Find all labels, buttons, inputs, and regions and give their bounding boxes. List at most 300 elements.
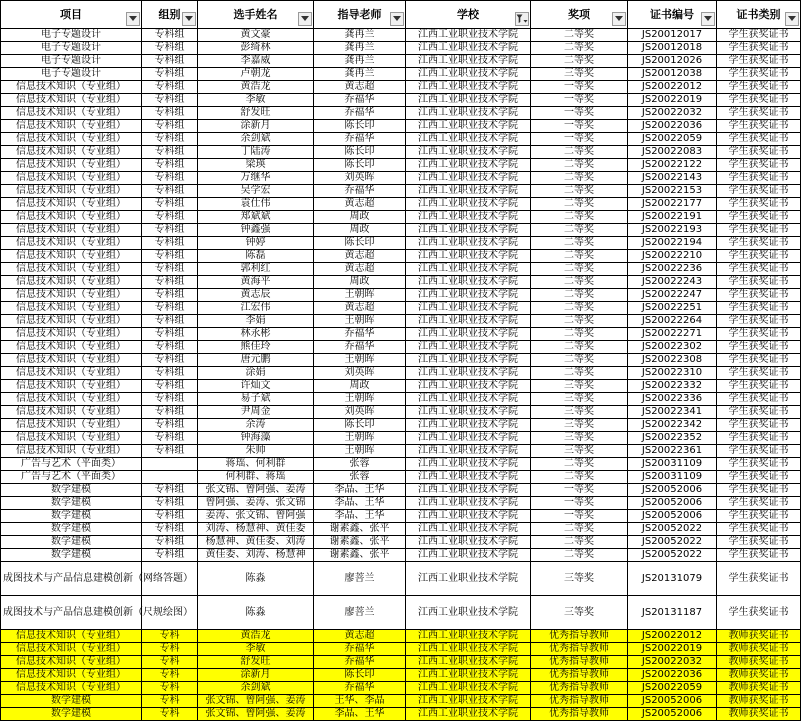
cell-award[interactable]: 二等奖 (531, 237, 628, 250)
cell-cert-type[interactable]: 学生获奖证书 (717, 211, 801, 224)
cell-cert-number[interactable]: JS20012026 (628, 55, 717, 68)
cell-project[interactable]: 成图技术与产品信息建模创新（网络答题） (1, 562, 142, 596)
cell-cert-type[interactable]: 学生获奖证书 (717, 185, 801, 198)
cell-cert-number[interactable]: JS20022019 (628, 94, 717, 107)
cell-cert-type[interactable]: 学生获奖证书 (717, 250, 801, 263)
cell-contestant[interactable]: 李嘉威 (198, 55, 314, 68)
cell-cert-number[interactable]: JS20012018 (628, 42, 717, 55)
cell-school[interactable]: 江西工业职业技术学院 (406, 120, 531, 133)
cell-project[interactable]: 数学建模 (1, 708, 142, 721)
cell-project[interactable]: 电子专题设计 (1, 42, 142, 55)
cell-group[interactable]: 专科组 (142, 159, 198, 172)
cell-project[interactable]: 信息技术知识（专业组） (1, 250, 142, 263)
cell-project[interactable]: 信息技术知识（专业组） (1, 107, 142, 120)
cell-contestant[interactable]: 姜涛、张文锦、曾阿强 (198, 510, 314, 523)
cell-cert-number[interactable]: JS20052022 (628, 523, 717, 536)
cell-award[interactable]: 优秀指导教师 (531, 669, 628, 682)
cell-school[interactable]: 江西工业职业技术学院 (406, 185, 531, 198)
cell-school[interactable]: 江西工业职业技术学院 (406, 146, 531, 159)
cell-cert-type[interactable]: 学生获奖证书 (717, 406, 801, 419)
cell-cert-number[interactable]: JS20022177 (628, 198, 717, 211)
cell-school[interactable]: 江西工业职业技术学院 (406, 432, 531, 445)
cell-award[interactable]: 二等奖 (531, 471, 628, 484)
cell-contestant[interactable]: 许灿文 (198, 380, 314, 393)
cell-cert-number[interactable]: JS20022361 (628, 445, 717, 458)
cell-project[interactable]: 信息技术知识（专业组） (1, 172, 142, 185)
cell-cert-type[interactable]: 学生获奖证书 (717, 445, 801, 458)
cell-school[interactable]: 江西工业职业技术学院 (406, 596, 531, 630)
cell-project[interactable]: 信息技术知识（专业组） (1, 120, 142, 133)
cell-cert-number[interactable]: JS20022032 (628, 107, 717, 120)
cell-project[interactable]: 信息技术知识（专业组） (1, 682, 142, 695)
cell-advisor[interactable]: 龚再兰 (314, 29, 406, 42)
cell-advisor[interactable]: 黄志超 (314, 198, 406, 211)
dropdown-arrow-icon[interactable] (182, 12, 196, 26)
cell-school[interactable]: 江西工业职业技术学院 (406, 445, 531, 458)
cell-cert-type[interactable]: 教师获奖证书 (717, 695, 801, 708)
cell-advisor[interactable]: 黄志超 (314, 81, 406, 94)
dropdown-arrow-icon[interactable] (390, 12, 404, 26)
cell-advisor[interactable]: 周政 (314, 380, 406, 393)
cell-school[interactable]: 江西工业职业技术学院 (406, 55, 531, 68)
cell-award[interactable]: 二等奖 (531, 198, 628, 211)
cell-project[interactable]: 信息技术知识（专业组） (1, 630, 142, 643)
cell-project[interactable]: 电子专题设计 (1, 29, 142, 42)
cell-school[interactable]: 江西工业职业技术学院 (406, 695, 531, 708)
cell-contestant[interactable]: 朱帅 (198, 445, 314, 458)
cell-project[interactable]: 信息技术知识（专业组） (1, 159, 142, 172)
cell-cert-number[interactable]: JS20022036 (628, 120, 717, 133)
cell-advisor[interactable]: 陈长印 (314, 120, 406, 133)
cell-contestant[interactable]: 郑斌斌 (198, 211, 314, 224)
cell-award[interactable]: 二等奖 (531, 42, 628, 55)
cell-award[interactable]: 优秀指导教师 (531, 682, 628, 695)
cell-advisor[interactable]: 李晶、王华 (314, 484, 406, 497)
cell-school[interactable]: 江西工业职业技术学院 (406, 172, 531, 185)
cell-cert-number[interactable]: JS20052006 (628, 484, 717, 497)
cell-award[interactable]: 三等奖 (531, 68, 628, 81)
cell-school[interactable]: 江西工业职业技术学院 (406, 211, 531, 224)
cell-cert-type[interactable]: 学生获奖证书 (717, 237, 801, 250)
cell-group[interactable]: 专科组 (142, 406, 198, 419)
cell-award[interactable]: 三等奖 (531, 393, 628, 406)
cell-project[interactable]: 信息技术知识（专业组） (1, 328, 142, 341)
cell-group[interactable]: 专科组 (142, 497, 198, 510)
cell-project[interactable]: 数学建模 (1, 695, 142, 708)
cell-cert-type[interactable]: 学生获奖证书 (717, 55, 801, 68)
cell-project[interactable]: 信息技术知识（专业组） (1, 302, 142, 315)
cell-school[interactable]: 江西工业职业技术学院 (406, 107, 531, 120)
cell-cert-type[interactable]: 学生获奖证书 (717, 367, 801, 380)
cell-cert-number[interactable]: JS20052006 (628, 497, 717, 510)
cell-group[interactable]: 专科组 (142, 302, 198, 315)
cell-project[interactable]: 信息技术知识（专业组） (1, 341, 142, 354)
cell-advisor[interactable]: 刘英晖 (314, 172, 406, 185)
cell-school[interactable]: 江西工业职业技术学院 (406, 643, 531, 656)
cell-contestant[interactable]: 陈淼 (198, 596, 314, 630)
cell-cert-type[interactable]: 学生获奖证书 (717, 458, 801, 471)
cell-advisor[interactable]: 乔福华 (314, 656, 406, 669)
cell-cert-number[interactable]: JS20131079 (628, 562, 717, 596)
cell-school[interactable]: 江西工业职业技术学院 (406, 302, 531, 315)
cell-cert-type[interactable]: 学生获奖证书 (717, 68, 801, 81)
cell-cert-type[interactable]: 学生获奖证书 (717, 42, 801, 55)
cell-project[interactable]: 信息技术知识（专业组） (1, 211, 142, 224)
cell-advisor[interactable]: 陈长印 (314, 159, 406, 172)
cell-award[interactable]: 二等奖 (531, 159, 628, 172)
cell-contestant[interactable]: 吴学宏 (198, 185, 314, 198)
cell-advisor[interactable]: 周政 (314, 211, 406, 224)
cell-group[interactable]: 专科组 (142, 315, 198, 328)
dropdown-arrow-icon[interactable] (612, 12, 626, 26)
cell-group[interactable]: 专科组 (142, 432, 198, 445)
cell-group[interactable]: 专科 (142, 695, 198, 708)
cell-project[interactable]: 信息技术知识（专业组） (1, 185, 142, 198)
cell-cert-number[interactable]: JS20052006 (628, 708, 717, 721)
cell-contestant[interactable]: 李敏 (198, 643, 314, 656)
cell-group[interactable]: 专科组 (142, 146, 198, 159)
cell-group[interactable]: 专科组 (142, 484, 198, 497)
cell-contestant[interactable]: 袁仕伟 (198, 198, 314, 211)
cell-contestant[interactable]: 梁瑛 (198, 159, 314, 172)
cell-cert-number[interactable]: JS20022193 (628, 224, 717, 237)
cell-advisor[interactable]: 王华、李晶 (314, 695, 406, 708)
cell-group[interactable]: 专科组 (142, 380, 198, 393)
cell-cert-type[interactable]: 学生获奖证书 (717, 510, 801, 523)
cell-contestant[interactable]: 张文锦、曾阿强、姜涛 (198, 695, 314, 708)
cell-group[interactable]: 专科 (142, 682, 198, 695)
cell-award[interactable]: 二等奖 (531, 523, 628, 536)
cell-project[interactable]: 信息技术知识（专业组） (1, 445, 142, 458)
cell-group[interactable] (142, 458, 198, 471)
cell-advisor[interactable]: 龚再兰 (314, 55, 406, 68)
cell-school[interactable]: 江西工业职业技术学院 (406, 497, 531, 510)
cell-award[interactable]: 三等奖 (531, 380, 628, 393)
cell-advisor[interactable]: 黄志超 (314, 263, 406, 276)
cell-group[interactable]: 专科组 (142, 354, 198, 367)
cell-project[interactable]: 信息技术知识（专业组） (1, 263, 142, 276)
cell-school[interactable]: 江西工业职业技术学院 (406, 523, 531, 536)
cell-award[interactable]: 二等奖 (531, 146, 628, 159)
cell-project[interactable]: 信息技术知识（专业组） (1, 94, 142, 107)
cell-group[interactable]: 专科组 (142, 120, 198, 133)
cell-contestant[interactable]: 彭绮林 (198, 42, 314, 55)
cell-cert-type[interactable]: 学生获奖证书 (717, 172, 801, 185)
cell-cert-number[interactable]: JS20022012 (628, 81, 717, 94)
cell-award[interactable]: 优秀指导教师 (531, 695, 628, 708)
cell-advisor[interactable]: 龚再兰 (314, 68, 406, 81)
dropdown-arrow-icon[interactable] (298, 12, 312, 26)
cell-advisor[interactable]: 黄志超 (314, 630, 406, 643)
cell-advisor[interactable]: 李晶、王华 (314, 497, 406, 510)
cell-advisor[interactable]: 乔福华 (314, 94, 406, 107)
cell-cert-type[interactable]: 学生获奖证书 (717, 29, 801, 42)
cell-cert-type[interactable]: 学生获奖证书 (717, 224, 801, 237)
cell-group[interactable]: 专科 (142, 669, 198, 682)
cell-contestant[interactable]: 卢朝龙 (198, 68, 314, 81)
cell-project[interactable]: 信息技术知识（专业组） (1, 432, 142, 445)
cell-group[interactable]: 专科组 (142, 250, 198, 263)
cell-school[interactable]: 江西工业职业技术学院 (406, 68, 531, 81)
cell-group[interactable]: 专科组 (142, 42, 198, 55)
cell-school[interactable]: 江西工业职业技术学院 (406, 276, 531, 289)
cell-cert-type[interactable]: 学生获奖证书 (717, 484, 801, 497)
cell-cert-number[interactable]: JS20022243 (628, 276, 717, 289)
cell-contestant[interactable]: 易子斌 (198, 393, 314, 406)
cell-school[interactable]: 江西工业职业技术学院 (406, 669, 531, 682)
cell-cert-type[interactable]: 学生获奖证书 (717, 432, 801, 445)
cell-award[interactable]: 二等奖 (531, 29, 628, 42)
cell-award[interactable]: 三等奖 (531, 596, 628, 630)
cell-cert-type[interactable]: 学生获奖证书 (717, 159, 801, 172)
cell-contestant[interactable]: 钟海藻 (198, 432, 314, 445)
cell-school[interactable]: 江西工业职业技术学院 (406, 682, 531, 695)
cell-advisor[interactable]: 黄志超 (314, 302, 406, 315)
cell-cert-type[interactable]: 学生获奖证书 (717, 263, 801, 276)
cell-contestant[interactable]: 黄海平 (198, 276, 314, 289)
cell-cert-number[interactable]: JS20022019 (628, 643, 717, 656)
cell-project[interactable]: 信息技术知识（专业组） (1, 276, 142, 289)
cell-cert-number[interactable]: JS20012017 (628, 29, 717, 42)
cell-cert-number[interactable]: JS20022302 (628, 341, 717, 354)
cell-cert-number[interactable]: JS20022251 (628, 302, 717, 315)
cell-school[interactable]: 江西工业职业技术学院 (406, 315, 531, 328)
cell-contestant[interactable]: 蒋瑶、何利群 (198, 458, 314, 471)
cell-award[interactable]: 二等奖 (531, 549, 628, 562)
cell-project[interactable]: 信息技术知识（专业组） (1, 81, 142, 94)
cell-project[interactable]: 数学建模 (1, 497, 142, 510)
cell-cert-type[interactable]: 学生获奖证书 (717, 549, 801, 562)
cell-school[interactable]: 江西工业职业技术学院 (406, 406, 531, 419)
cell-advisor[interactable]: 李晶、王华 (314, 510, 406, 523)
cell-cert-type[interactable]: 学生获奖证书 (717, 289, 801, 302)
cell-school[interactable]: 江西工业职业技术学院 (406, 536, 531, 549)
cell-advisor[interactable]: 王朝晖 (314, 432, 406, 445)
cell-project[interactable]: 信息技术知识（专业组） (1, 643, 142, 656)
cell-cert-number[interactable]: JS20022341 (628, 406, 717, 419)
cell-project[interactable]: 数学建模 (1, 510, 142, 523)
cell-advisor[interactable]: 龚再兰 (314, 42, 406, 55)
cell-contestant[interactable]: 舒发旺 (198, 107, 314, 120)
cell-contestant[interactable]: 涂娟 (198, 367, 314, 380)
cell-cert-number[interactable]: JS20022264 (628, 315, 717, 328)
cell-project[interactable]: 信息技术知识（专业组） (1, 198, 142, 211)
cell-group[interactable]: 专科组 (142, 328, 198, 341)
cell-project[interactable]: 信息技术知识（专业组） (1, 224, 142, 237)
cell-project[interactable]: 数学建模 (1, 484, 142, 497)
cell-cert-type[interactable]: 学生获奖证书 (717, 380, 801, 393)
cell-cert-number[interactable]: JS20131187 (628, 596, 717, 630)
cell-school[interactable]: 江西工业职业技术学院 (406, 159, 531, 172)
cell-contestant[interactable]: 郭利红 (198, 263, 314, 276)
cell-group[interactable]: 专科组 (142, 237, 198, 250)
cell-cert-type[interactable]: 学生获奖证书 (717, 276, 801, 289)
cell-contestant[interactable]: 杨慧神、黄佳委、刘涛 (198, 536, 314, 549)
cell-contestant[interactable]: 李娟 (198, 315, 314, 328)
cell-contestant[interactable]: 黄志辰 (198, 289, 314, 302)
cell-project[interactable]: 信息技术知识（专业组） (1, 354, 142, 367)
cell-contestant[interactable]: 陈淼 (198, 562, 314, 596)
cell-award[interactable]: 优秀指导教师 (531, 708, 628, 721)
filter-active-icon[interactable] (515, 12, 529, 26)
cell-advisor[interactable]: 乔福华 (314, 185, 406, 198)
cell-advisor[interactable]: 廖菩兰 (314, 562, 406, 596)
cell-project[interactable]: 信息技术知识（专业组） (1, 669, 142, 682)
cell-award[interactable]: 三等奖 (531, 562, 628, 596)
cell-award[interactable]: 二等奖 (531, 276, 628, 289)
cell-cert-type[interactable]: 学生获奖证书 (717, 497, 801, 510)
cell-group[interactable]: 专科组 (142, 276, 198, 289)
cell-contestant[interactable]: 舒发旺 (198, 656, 314, 669)
cell-school[interactable]: 江西工业职业技术学院 (406, 224, 531, 237)
cell-award[interactable]: 二等奖 (531, 536, 628, 549)
cell-group[interactable]: 专科组 (142, 81, 198, 94)
cell-cert-type[interactable]: 学生获奖证书 (717, 419, 801, 432)
cell-advisor[interactable]: 乔福华 (314, 328, 406, 341)
cell-cert-type[interactable]: 学生获奖证书 (717, 596, 801, 630)
cell-advisor[interactable]: 张蓉 (314, 471, 406, 484)
cell-school[interactable]: 江西工业职业技术学院 (406, 250, 531, 263)
cell-cert-type[interactable]: 学生获奖证书 (717, 133, 801, 146)
cell-cert-type[interactable]: 学生获奖证书 (717, 302, 801, 315)
cell-advisor[interactable]: 乔福华 (314, 341, 406, 354)
cell-cert-number[interactable]: JS20022194 (628, 237, 717, 250)
cell-contestant[interactable]: 李敏 (198, 94, 314, 107)
cell-project[interactable]: 信息技术知识（专业组） (1, 419, 142, 432)
dropdown-arrow-icon[interactable] (701, 12, 715, 26)
cell-group[interactable]: 专科组 (142, 523, 198, 536)
cell-cert-type[interactable]: 教师获奖证书 (717, 682, 801, 695)
cell-project[interactable]: 广告与艺术（平面类） (1, 458, 142, 471)
cell-project[interactable]: 电子专题设计 (1, 68, 142, 81)
cell-advisor[interactable]: 李晶、王华 (314, 708, 406, 721)
cell-school[interactable]: 江西工业职业技术学院 (406, 263, 531, 276)
cell-school[interactable]: 江西工业职业技术学院 (406, 237, 531, 250)
cell-award[interactable]: 三等奖 (531, 406, 628, 419)
cell-contestant[interactable]: 曾阿强、姜涛、张文锦 (198, 497, 314, 510)
cell-project[interactable]: 数学建模 (1, 523, 142, 536)
cell-advisor[interactable]: 张蓉 (314, 458, 406, 471)
cell-cert-number[interactable]: JS20022332 (628, 380, 717, 393)
cell-award[interactable]: 三等奖 (531, 432, 628, 445)
cell-cert-type[interactable]: 教师获奖证书 (717, 669, 801, 682)
cell-school[interactable]: 江西工业职业技术学院 (406, 562, 531, 596)
cell-school[interactable]: 江西工业职业技术学院 (406, 419, 531, 432)
cell-cert-type[interactable]: 学生获奖证书 (717, 471, 801, 484)
cell-award[interactable]: 二等奖 (531, 302, 628, 315)
cell-group[interactable]: 专科组 (142, 107, 198, 120)
cell-contestant[interactable]: 钟鑫强 (198, 224, 314, 237)
cell-contestant[interactable]: 黄佳委、刘涛、杨慧神 (198, 549, 314, 562)
cell-group[interactable]: 专科组 (142, 198, 198, 211)
cell-project[interactable]: 信息技术知识（专业组） (1, 146, 142, 159)
cell-advisor[interactable]: 刘英晖 (314, 406, 406, 419)
cell-cert-type[interactable]: 学生获奖证书 (717, 536, 801, 549)
cell-award[interactable]: 二等奖 (531, 458, 628, 471)
cell-advisor[interactable]: 王朝晖 (314, 354, 406, 367)
cell-cert-type[interactable]: 教师获奖证书 (717, 630, 801, 643)
cell-school[interactable]: 江西工业职业技术学院 (406, 341, 531, 354)
cell-cert-number[interactable]: JS20022143 (628, 172, 717, 185)
cell-advisor[interactable]: 王朝晖 (314, 445, 406, 458)
cell-school[interactable]: 江西工业职业技术学院 (406, 133, 531, 146)
cell-cert-number[interactable]: JS20022153 (628, 185, 717, 198)
cell-contestant[interactable]: 熊佳玲 (198, 341, 314, 354)
cell-school[interactable]: 江西工业职业技术学院 (406, 510, 531, 523)
cell-contestant[interactable]: 余剑斌 (198, 682, 314, 695)
cell-cert-number[interactable]: JS20052022 (628, 536, 717, 549)
cell-school[interactable]: 江西工业职业技术学院 (406, 289, 531, 302)
cell-cert-number[interactable]: JS20022342 (628, 419, 717, 432)
cell-school[interactable]: 江西工业职业技术学院 (406, 354, 531, 367)
cell-school[interactable]: 江西工业职业技术学院 (406, 471, 531, 484)
cell-contestant[interactable]: 钟婷 (198, 237, 314, 250)
cell-award[interactable]: 一等奖 (531, 510, 628, 523)
cell-group[interactable]: 专科组 (142, 55, 198, 68)
cell-group[interactable]: 专科组 (142, 549, 198, 562)
cell-cert-type[interactable]: 学生获奖证书 (717, 562, 801, 596)
cell-advisor[interactable]: 王朝晖 (314, 393, 406, 406)
cell-cert-number[interactable]: JS20022032 (628, 656, 717, 669)
cell-cert-number[interactable]: JS20022059 (628, 133, 717, 146)
cell-cert-number[interactable]: JS20022210 (628, 250, 717, 263)
cell-cert-type[interactable]: 学生获奖证书 (717, 354, 801, 367)
cell-cert-type[interactable]: 学生获奖证书 (717, 393, 801, 406)
dropdown-arrow-icon[interactable] (126, 12, 140, 26)
cell-cert-number[interactable]: JS20022336 (628, 393, 717, 406)
cell-advisor[interactable]: 王朝晖 (314, 315, 406, 328)
cell-cert-type[interactable]: 学生获奖证书 (717, 198, 801, 211)
cell-contestant[interactable]: 陈磊 (198, 250, 314, 263)
cell-group[interactable]: 专科组 (142, 445, 198, 458)
cell-award[interactable]: 三等奖 (531, 419, 628, 432)
cell-cert-type[interactable]: 教师获奖证书 (717, 656, 801, 669)
cell-group[interactable]: 专科组 (142, 172, 198, 185)
cell-award[interactable]: 二等奖 (531, 211, 628, 224)
cell-group[interactable]: 专科组 (142, 68, 198, 81)
cell-award[interactable]: 二等奖 (531, 341, 628, 354)
cell-award[interactable]: 二等奖 (531, 289, 628, 302)
cell-advisor[interactable]: 陈长印 (314, 669, 406, 682)
cell-group[interactable]: 专科 (142, 656, 198, 669)
cell-award[interactable]: 一等奖 (531, 94, 628, 107)
cell-school[interactable]: 江西工业职业技术学院 (406, 708, 531, 721)
cell-advisor[interactable]: 谢素鑫、张平 (314, 523, 406, 536)
cell-cert-number[interactable]: JS20031109 (628, 458, 717, 471)
cell-award[interactable]: 一等奖 (531, 484, 628, 497)
cell-school[interactable]: 江西工业职业技术学院 (406, 630, 531, 643)
cell-cert-type[interactable]: 教师获奖证书 (717, 643, 801, 656)
cell-school[interactable]: 江西工业职业技术学院 (406, 94, 531, 107)
cell-contestant[interactable]: 余涛 (198, 419, 314, 432)
cell-advisor[interactable]: 陈长印 (314, 146, 406, 159)
cell-advisor[interactable]: 刘英晖 (314, 367, 406, 380)
cell-group[interactable]: 专科组 (142, 263, 198, 276)
cell-cert-number[interactable]: JS20022236 (628, 263, 717, 276)
cell-cert-number[interactable]: JS20052006 (628, 510, 717, 523)
cell-advisor[interactable]: 廖菩兰 (314, 596, 406, 630)
cell-award[interactable]: 优秀指导教师 (531, 656, 628, 669)
cell-cert-number[interactable]: JS20022308 (628, 354, 717, 367)
cell-group[interactable]: 专科组 (142, 94, 198, 107)
cell-contestant[interactable]: 黄浩龙 (198, 630, 314, 643)
cell-advisor[interactable]: 乔福华 (314, 682, 406, 695)
cell-advisor[interactable]: 王朝晖 (314, 289, 406, 302)
cell-school[interactable]: 江西工业职业技术学院 (406, 29, 531, 42)
cell-cert-type[interactable]: 学生获奖证书 (717, 328, 801, 341)
cell-cert-number[interactable]: JS20022012 (628, 630, 717, 643)
cell-cert-number[interactable]: JS20031109 (628, 471, 717, 484)
